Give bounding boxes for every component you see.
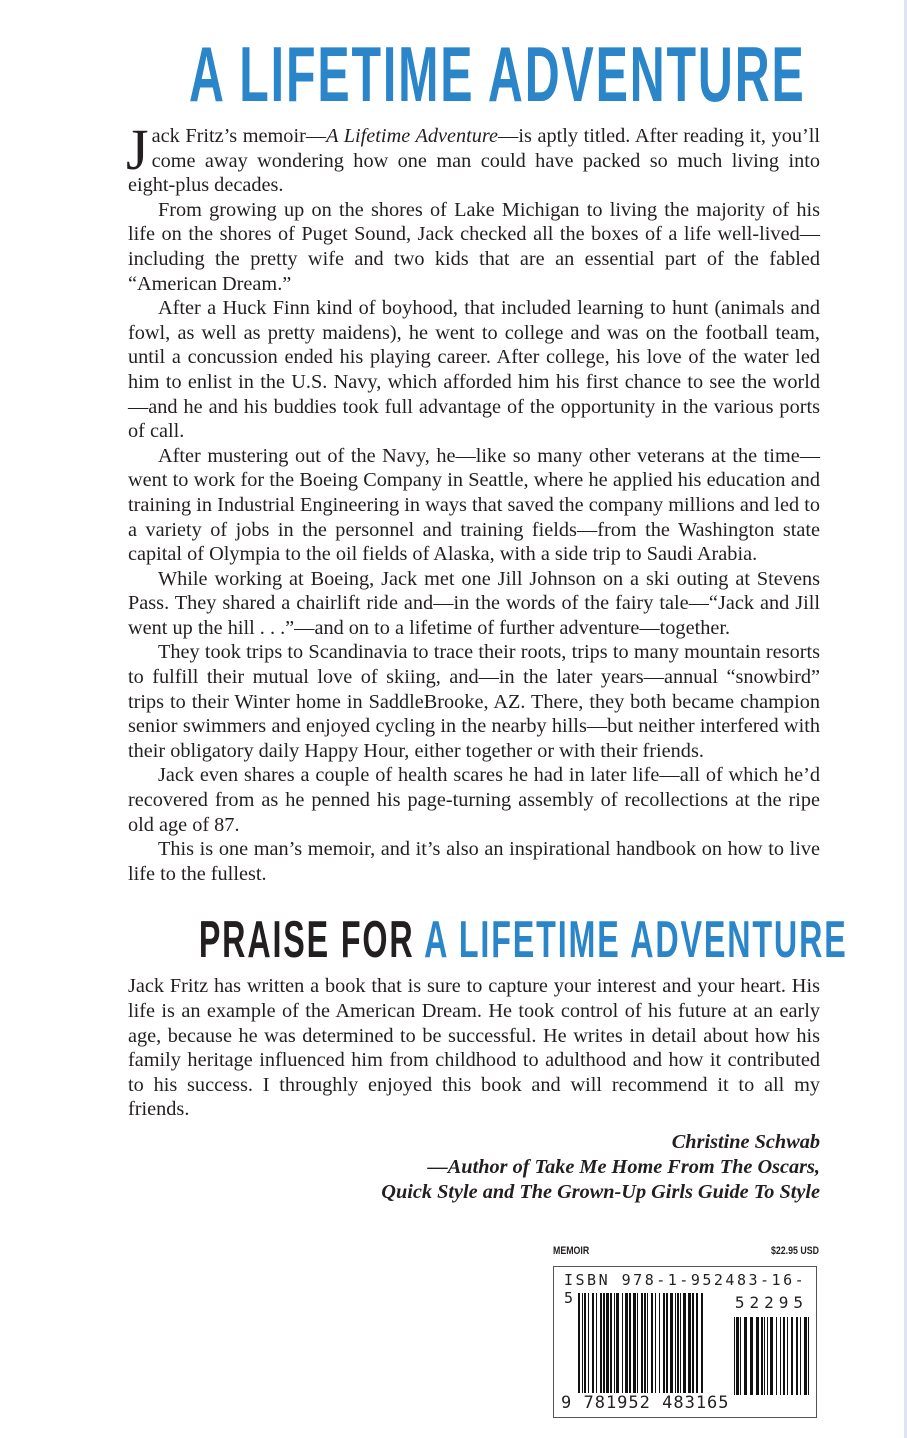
barcode-bar (666, 1293, 668, 1407)
barcode-bar (637, 1293, 638, 1407)
barcode-bar (756, 1317, 759, 1395)
barcode-bar (592, 1293, 594, 1407)
barcode-bar (641, 1293, 643, 1407)
barcode-bar (655, 1293, 656, 1407)
barcode-bar (796, 1317, 798, 1395)
barcode-bar (578, 1293, 580, 1407)
barcode-bar (606, 1293, 609, 1407)
barcode-bar (804, 1317, 807, 1395)
praise-attribution (128, 1130, 820, 1205)
blurb-paragraph: After mustering out of the Navy, he—like so many other veterans at the time—went to work for the Boeing Company in Seattle, where he applied his education and training in Industrial Engineering in ways that saved the company millions and led to a variety of jobs in the personnel and training fields—from the Washington state capital of Olympia to the oil fields of Alaska, with a side trip to Saudi Arabia. (128, 444, 820, 566)
blurb-paragraph: From growing up on the shores of Lake Michigan to living the majority of his life on the shores of Puget Sound, Jack checked all the boxes of a life well-lived—including the pretty wife and two kids that are an essential part of the fabled “American Dream.” (128, 198, 820, 295)
barcode-bar (677, 1293, 679, 1407)
barcode-bar (736, 1317, 739, 1395)
barcode-bar (767, 1317, 768, 1395)
attribution-credit: Quick Style and The Grown-Up Girls Guide To Style (381, 1180, 820, 1203)
barcode-bar (651, 1293, 653, 1407)
isbn-text: ISBN 978-1-952483-16-5 (564, 1270, 807, 1307)
barcode-bar (670, 1293, 673, 1407)
attribution-author: Christine Schwab (671, 1130, 820, 1153)
blurb-paragraph: While working at Boeing, Jack met one Jill Johnson on a ski outing at Stevens Pass. They shared a chairlift ride and—in the words of the fairy tale—“Jack and Jill went up the hill . . .”—and on to a lifetime of further adventure—together. (128, 567, 820, 639)
barcode-bar (582, 1293, 583, 1407)
blurb-paragraph: After a Huck Finn kind of boyhood, that included learning to hunt (animals and fowl, as well as pretty maidens), he went to college and was on the football team, until a concussion ended his playing career. After college, his love of the water led him to enlist in the U.S. Navy, which afforded him his first chance to see the world—and he and his buddies took full advantage of the opportunity in the various ports of call. (128, 297, 820, 443)
barcode-bar (610, 1293, 612, 1407)
barcode-bar (791, 1317, 793, 1395)
barcode-bar (647, 1293, 648, 1407)
isbn-barcode (553, 1266, 817, 1418)
barcode-bar (744, 1317, 747, 1395)
barcode-block (553, 1245, 819, 1418)
praise-heading: PRAISE FOR A LIFETIME ADVENTURE (198, 911, 848, 970)
barcode-bar (701, 1293, 703, 1407)
barcode-bar (800, 1317, 801, 1395)
price-addon-text: 52295 (734, 1292, 808, 1312)
barcode-bar (780, 1317, 781, 1395)
drop-cap: J (126, 117, 149, 182)
barcode-bar (692, 1293, 694, 1407)
barcode-bar (764, 1317, 765, 1395)
barcode-bar (675, 1293, 676, 1407)
barcode-bar (588, 1293, 589, 1407)
praise-quote: Jack Fritz has written a book that is sure to capture your interest and your heart. His life is an example of the American Dream. He took control of his future at an early age, because he was determined to be successful. He writes in detail about how his family heritage influenced him from childhood to adulthood and how it contributed to his success. I throughly enjoyed this book and will recommend it to all my friends. (128, 975, 820, 1121)
barcode-digits: 9 781952 483165 (561, 1392, 730, 1413)
barcode-bar (633, 1293, 636, 1407)
blurb-paragraph: Jack even shares a couple of health scares he had in later life—all of which he’d recovered from as he penned his page-turning assembly of recollections at the ripe old age of 87. (128, 764, 820, 836)
barcode-bar (614, 1293, 615, 1407)
barcode-bar (625, 1293, 628, 1407)
barcode-bar (783, 1317, 785, 1395)
barcode-bar (734, 1317, 735, 1395)
barcode-bar (776, 1317, 777, 1395)
barcode-header (553, 1245, 819, 1263)
barcode-bar (600, 1293, 602, 1407)
barcode-bar (770, 1317, 773, 1395)
barcode-bar (596, 1293, 597, 1407)
barcode-bar (680, 1293, 681, 1407)
barcode-bar (761, 1317, 763, 1395)
blurb (126, 117, 821, 886)
barcode-bar (808, 1317, 809, 1395)
barcode-bar (683, 1293, 686, 1407)
barcode-bar (659, 1293, 660, 1407)
barcode-bar (663, 1293, 665, 1407)
barcode-bar (688, 1293, 691, 1407)
barcode-bar (787, 1317, 788, 1395)
blurb-paragraph: They took trips to Scandinavia to trace their roots, trips to many mountain resorts to fulfill their mutual love of skiing, and—in the later years—annual “snowbird” trips to their Winter home in SaddleBrooke, AZ. There, they both became champion senior swimmers and enjoyed cycling in the nearby hills—but neither interfered with their obligatory daily Happy Hour, either together or with their friends. (128, 641, 820, 762)
genre-label: MEMOIR (553, 1244, 590, 1257)
barcode-bar (629, 1293, 631, 1407)
blurb-paragraph: Jack Fritz’s memoir—A Lifetime Adventure—is aptly titled. After reading it, you’ll come away wondering how one man could have packed so much living into eight-plus decades. (126, 117, 821, 197)
barcode-bar (740, 1317, 741, 1395)
barcode-bar (696, 1293, 698, 1407)
barcode-bar (603, 1293, 605, 1407)
attribution-credit: —Author of Take Me Home From The Oscars, (427, 1155, 820, 1178)
barcode-bar (644, 1293, 646, 1407)
barcode-bar (584, 1293, 586, 1407)
barcode-bar (616, 1293, 619, 1407)
barcode-bar (750, 1317, 753, 1395)
blurb-paragraph: This is one man’s memoir, and it’s also an inspirational handbook on how to live life to the fullest. (128, 838, 820, 885)
price-label: $22.95 USD (771, 1244, 819, 1257)
barcode-bar (622, 1293, 623, 1407)
cover-title: A LIFETIME ADVENTURE (188, 30, 806, 118)
